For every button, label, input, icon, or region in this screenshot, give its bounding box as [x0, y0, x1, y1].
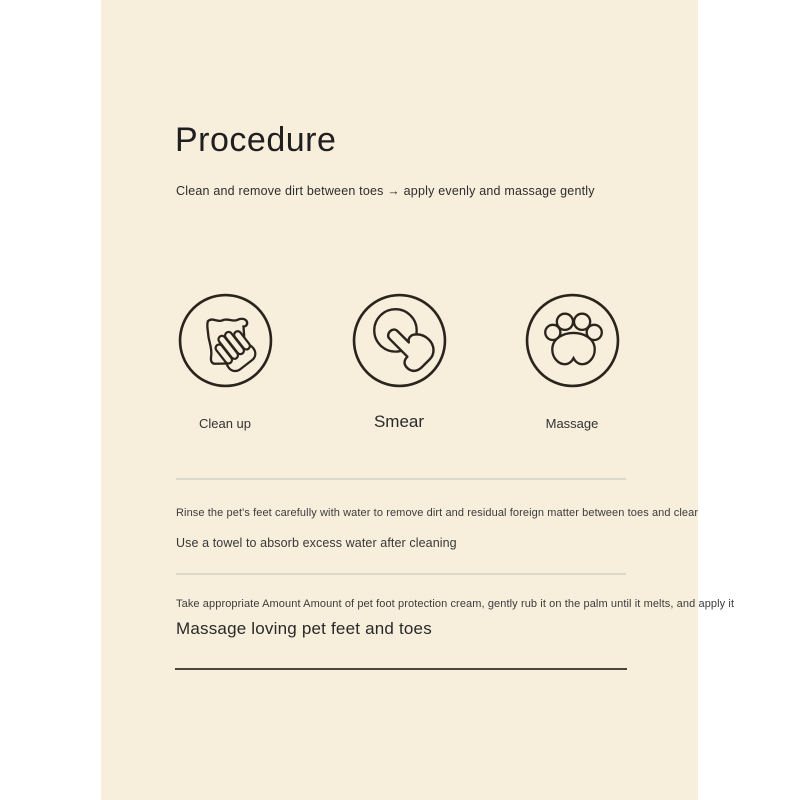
massage-heading: Massage loving pet feet and toes [176, 619, 432, 638]
paw-print-icon [502, 292, 642, 389]
step-massage [502, 292, 642, 452]
step-smear [329, 292, 469, 452]
towel-wipe-icon [155, 292, 295, 389]
poster-panel [101, 0, 735, 800]
step-label-massage: Massage [545, 416, 599, 431]
finger-press-icon [329, 292, 469, 389]
step-clean-up [155, 292, 295, 452]
bottom-rule [175, 668, 627, 670]
instruction-rinse: Rinse the pet's feet carefully with water to remove dirt and residual foreign matter between toes and clear [176, 507, 699, 519]
divider-top [176, 478, 626, 480]
divider-middle [176, 573, 626, 575]
page-title: Procedure [175, 121, 337, 159]
procedure-subtitle: Clean and remove dirt between toes → apply evenly and massage gently [176, 184, 595, 198]
instruction-towel: Use a towel to absorb excess water after cleaning [176, 536, 457, 550]
step-label-clean-up: Clean up [198, 416, 252, 431]
step-label-smear: Smear [373, 412, 425, 431]
instruction-cream: Take appropriate Amount Amount of pet foot protection cream, gently rub it on the palm until it melts, and apply it [176, 598, 735, 610]
